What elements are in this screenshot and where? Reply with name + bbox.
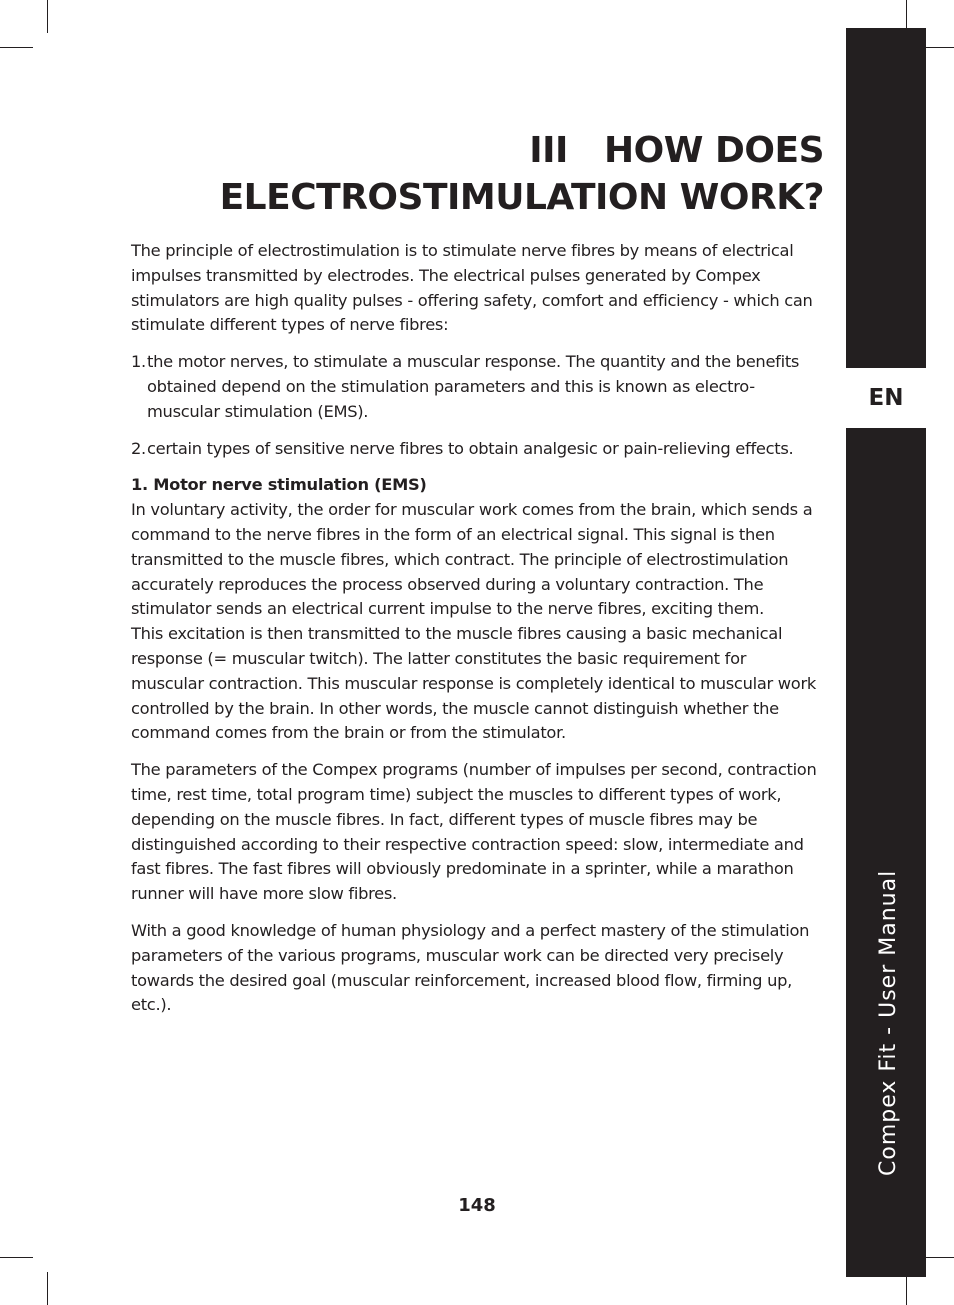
manual-title-vertical: Compex Fit - User Manual	[876, 869, 901, 1176]
subheading-ems: 1. Motor nerve stimulation (EMS)	[131, 475, 427, 495]
main-content	[131, 239, 823, 1030]
list-item-text: certain types of sensitive nerve fibres to obtain analgesic or pain-relieving effects.	[147, 438, 794, 458]
paragraph-parameters: The parameters of the Compex programs (number of impulses per second, contraction time, rest time, total program time) subject the muscles to different types of work, depending on the muscle fibres. In fact, different types of muscle fibres may be distinguished according to their respective contraction speed: slow, intermediate and fast fibres. The fast fibres will obviously predominate in a sprinter, while a marathon runner will have more slow fibres.	[131, 760, 817, 904]
title-line-2: ELECTROSTIMULATION WORK?	[219, 177, 824, 218]
crop-mark	[47, 1272, 48, 1305]
list-item-text: the motor nerves, to stimulate a muscular response. The quantity and the benefits obtained depend on the stimulation parameters and this is known as electro-muscular stimulation (EMS).	[147, 352, 800, 421]
language-tab: EN	[868, 385, 904, 411]
title-line-1	[130, 127, 824, 174]
page-number: 148	[458, 1195, 496, 1216]
section-number: III	[529, 130, 568, 171]
list-marker: 2.	[131, 438, 146, 458]
paragraph-physiology: With a good knowledge of human physiology and a perfect mastery of the stimulation parameters of the various programs, muscular work can be directed very precisely towards the desired goal (muscular reinforcement, increased blood flow, firming up, etc.).	[131, 920, 810, 1015]
crop-mark	[0, 1257, 33, 1258]
page-title	[130, 127, 824, 221]
list-item	[131, 350, 823, 424]
title-text-1: HOW DOES	[604, 130, 824, 171]
side-tab-top	[846, 28, 926, 368]
crop-mark	[0, 47, 33, 48]
paragraph-voluntary-activity: In voluntary activity, the order for muscular work comes from the brain, which sends a command to the nerve fibres in the form of an electrical signal. This signal is then transmitted to the muscle fibres, which contract. The principle of electrostimulation accurately reproduces the process observed during a voluntary contraction. The stimulator sends an electrical current impulse to the nerve fibres, exciting them.	[131, 500, 813, 619]
nerve-type-list	[131, 350, 823, 461]
list-marker: 1.	[131, 352, 146, 372]
paragraph-excitation: This excitation is then transmitted to the muscle fibres causing a basic mechanical response (= muscular twitch). The latter constitutes the basic requirement for muscular contraction. This muscular response is completely identical to muscular work controlled by the brain. In other words, the muscle cannot distinguish whether the command comes from the brain or from the stimulator.	[131, 624, 816, 743]
list-item	[131, 437, 823, 462]
intro-paragraph: The principle of electrostimulation is to stimulate nerve fibres by means of electrical impulses transmitted by electrodes. The electrical pulses generated by Compex stimulators are high quality pulses - offering safety, comfort and efficiency - which can stimulate different types of nerve fibres:	[131, 241, 813, 335]
crop-mark	[47, 0, 48, 33]
